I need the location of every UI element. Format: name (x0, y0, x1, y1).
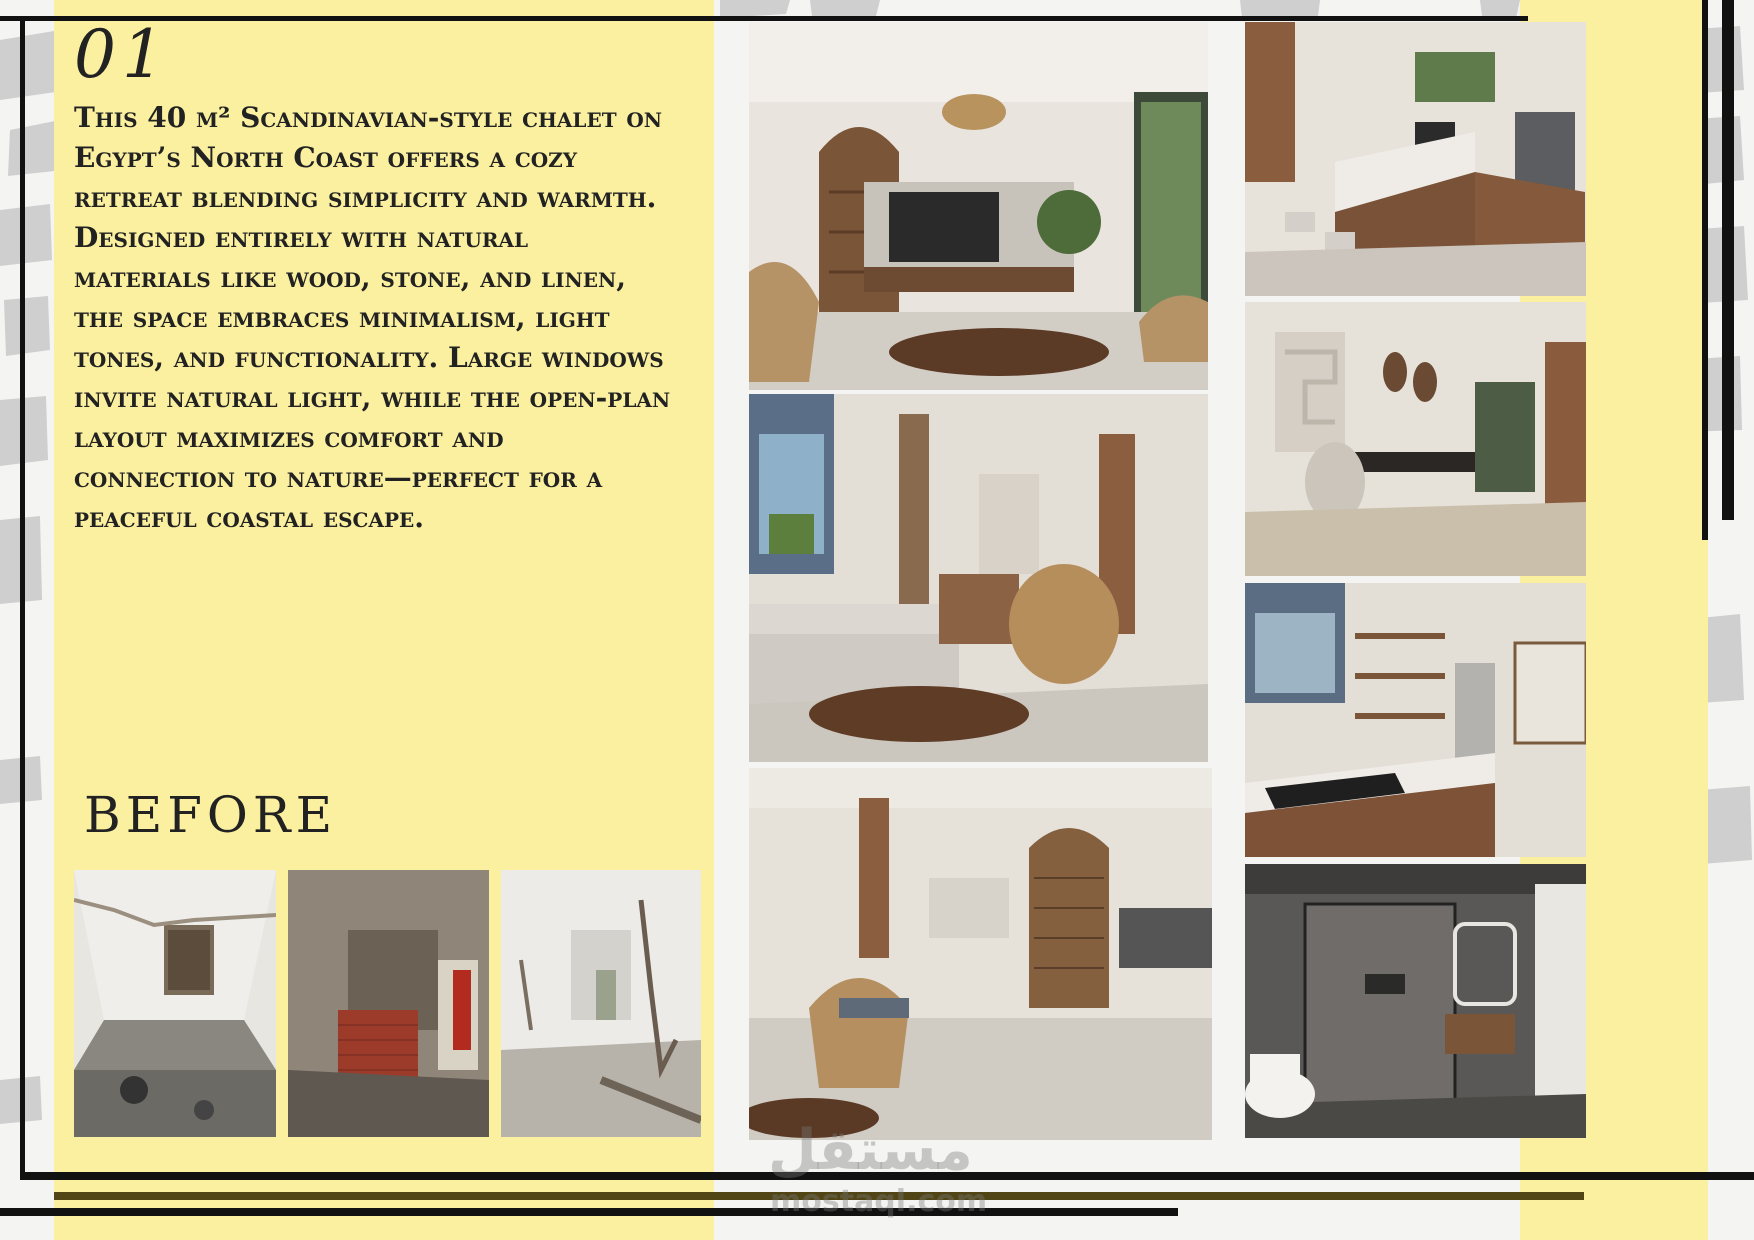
frame-line-top (0, 16, 1528, 21)
render-living-room-sofa (749, 394, 1208, 762)
watermark-arabic: مستقل (768, 1118, 973, 1183)
before-heading: BEFORE (84, 786, 338, 844)
project-description: This 40 m² Scandinavian-style chalet on Egypt’s North Coast offers a cozy retreat blending simplicity and warmth. Designed entirely with natural materials like wood, stone, and linen, the space embraces minimalism, light tones, and functionality. Large windows invite natural light, while the open-plan layout maximizes comfort and connection to nature—perfect for a peaceful coastal escape. (74, 101, 671, 534)
frame-line-footer (0, 1208, 1178, 1216)
render-living-room-tv-wall (749, 22, 1208, 390)
render-kitchen-bar (1245, 22, 1586, 296)
render-kitchen-stove (1245, 583, 1586, 857)
render-bathroom (1245, 864, 1586, 1138)
project-number: 01 (74, 16, 170, 93)
before-photo-hallway-damage (501, 870, 701, 1137)
before-photo-demolition-bricks (288, 870, 489, 1137)
before-photo-room-cracked-walls (74, 870, 276, 1137)
watermark-latin: mostaql.com (770, 1184, 988, 1219)
frame-line-right-short (1702, 0, 1708, 540)
render-dining-area (1245, 302, 1586, 576)
frame-line-left (20, 16, 25, 1176)
frame-line-right-tall (1722, 0, 1734, 520)
render-living-dining-view (749, 768, 1212, 1140)
